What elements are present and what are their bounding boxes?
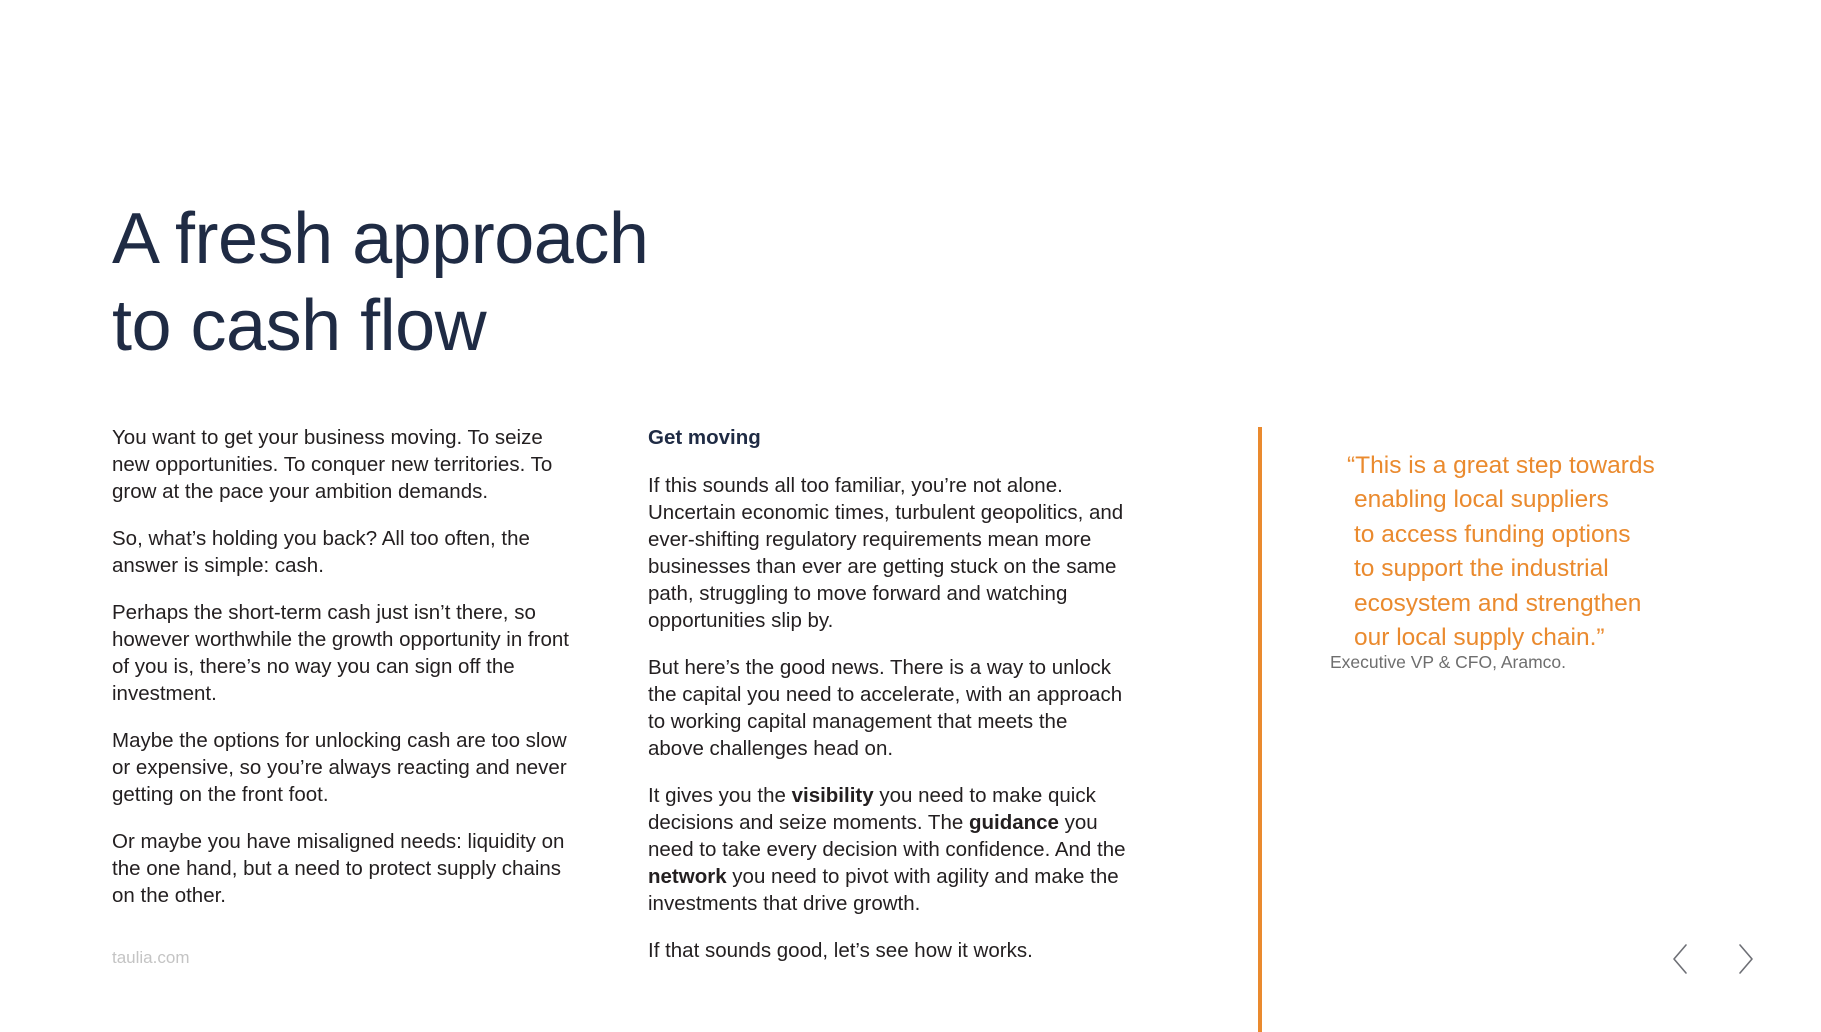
page-title-line-1: A fresh approach — [112, 199, 649, 280]
quote-line-2: enabling local suppliers — [1354, 486, 1609, 513]
slide-navigation — [1663, 938, 1763, 980]
quote-line-3: to access funding options — [1354, 520, 1631, 548]
previous-slide-button[interactable] — [1663, 938, 1697, 980]
quote-line-6: our local supply chain.” — [1354, 624, 1605, 651]
rp3-segment-1: It gives you the — [648, 784, 792, 807]
rp3-segment-4: you need to pivot with agility and make the investments that drive growth. — [648, 865, 1119, 915]
section-heading-get-moving: Get moving — [648, 426, 761, 449]
quote-line-5: ecosystem and strengthen — [1354, 589, 1642, 617]
left-paragraph-1: You want to get your business moving. To seize new opportunities. To conquer new territories. To grow at the pace your ambition demands. — [112, 426, 553, 503]
left-paragraph-5: Or maybe you have misaligned needs: liquidity on the one hand, but a need to protect supply chains on the other. — [112, 830, 565, 907]
page-title-line-2: to cash flow — [112, 286, 487, 367]
rp3-segment-2: you need to make quick decisions and seize moments. The — [648, 784, 1096, 834]
body-column-right — [648, 424, 1126, 964]
rp3-bold-network: network — [648, 865, 727, 888]
rp3-bold-guidance: guidance — [968, 811, 1059, 834]
chevron-left-icon — [1670, 943, 1690, 975]
rp3-segment-3: you need to take every decision with confidence. And the — [648, 811, 1126, 861]
right-paragraph-1: If this sounds all too familiar, you’re not alone. Uncertain economic times, turbulent geopolitics, and ever-shifting regulatory requirements mean more businesses than ever are getting stuck on the same path, struggling to move forward and watching opportunities slip by. — [648, 474, 1124, 632]
body-column-left — [112, 424, 574, 909]
left-paragraph-2: So, what’s holding you back? All too often, the answer is simple: cash. — [112, 527, 530, 577]
page-title — [112, 196, 872, 370]
chevron-right-icon — [1736, 943, 1756, 975]
right-paragraph-2: But here’s the good news. There is a way to unlock the capital you need to accelerate, with an approach to working capital management that meets the above challenges head on. — [648, 656, 1123, 760]
left-paragraph-4: Maybe the options for unlocking cash are too slow or expensive, so you’re always reacting and never getting on the front foot. — [112, 729, 567, 806]
next-slide-button[interactable] — [1729, 938, 1763, 980]
rp3-bold-visibility: visibility — [791, 784, 874, 807]
left-paragraph-3: Perhaps the short-term cash just isn’t there, so however worthwhile the growth opportunity in front of you is, there’s no way you can sign off the investment. — [112, 601, 569, 705]
right-paragraph-4: If that sounds good, let’s see how it works. — [648, 939, 1033, 962]
right-paragraph-3 — [648, 782, 1126, 917]
quote-attribution: Executive VP & CFO, Aramco. — [1330, 652, 1567, 672]
quote-accent-rule — [1258, 427, 1262, 1032]
quote-line-1: “This is a great step towards — [1347, 451, 1655, 479]
footer-url: taulia.com — [112, 948, 190, 967]
pull-quote — [1347, 449, 1707, 656]
quote-line-4: to support the industrial — [1354, 555, 1609, 582]
